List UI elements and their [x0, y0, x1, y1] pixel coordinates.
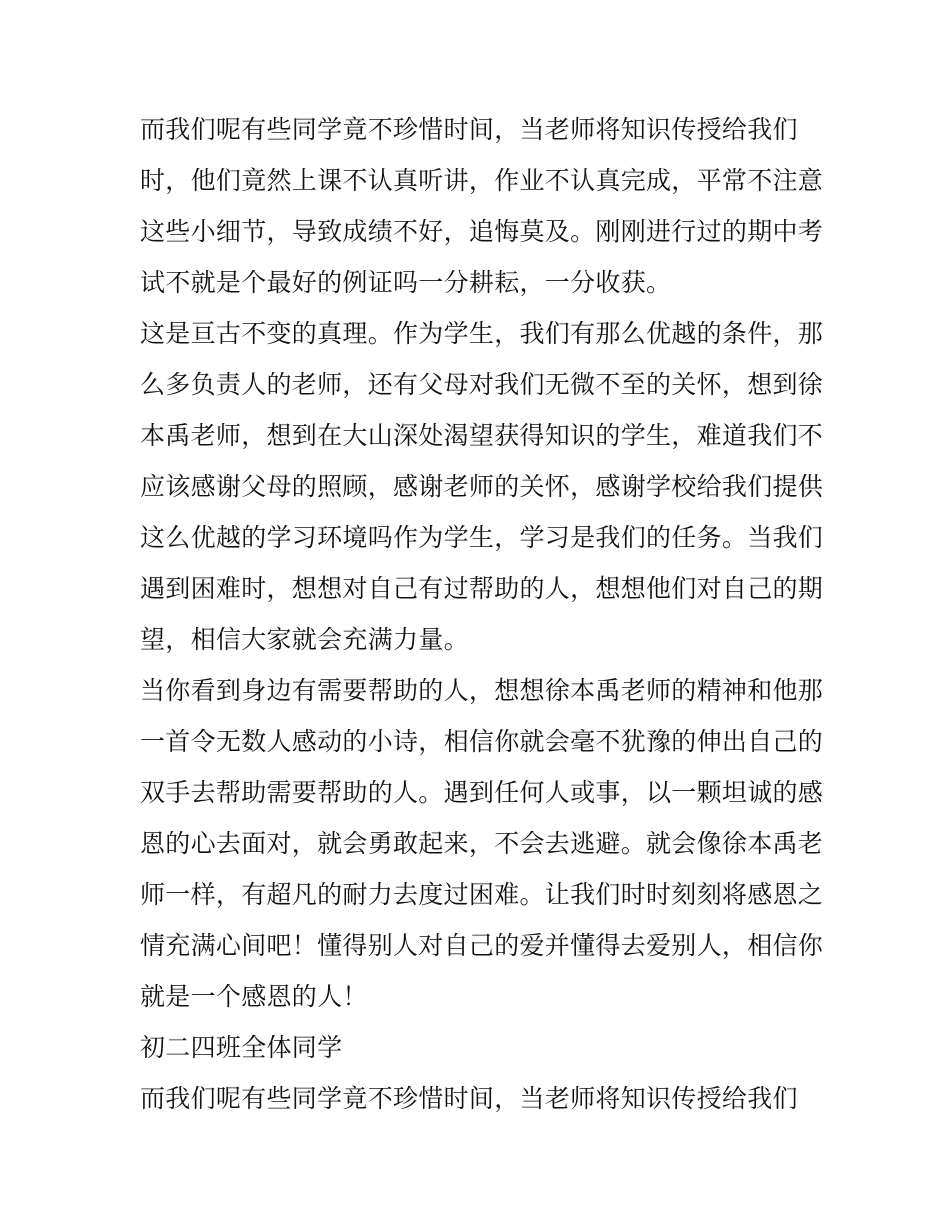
text-line: 这些小细节，导致成绩不好，追悔莫及。刚刚进行过的期中考 — [140, 217, 824, 246]
text-line: 情充满心间吧！懂得别人对自己的爱并懂得去爱别人，相信你 — [140, 931, 824, 960]
text-line: 本禹老师，想到在大山深处渴望获得知识的学生，难道我们不 — [140, 421, 824, 450]
text-line: 而我们呢有些同学竟不珍惜时间，当老师将知识传授给我们 — [140, 1084, 798, 1113]
text-line: 应该感谢父母的照顾，感谢老师的关怀，感谢学校给我们提供 — [140, 472, 824, 501]
text-line: 时，他们竟然上课不认真听讲，作业不认真完成，平常不注意 — [140, 166, 824, 195]
text-line: 这么优越的学习环境吗作为学生，学习是我们的任务。当我们 — [140, 523, 824, 552]
text-line: 师一样，有超凡的耐力去度过困难。让我们时时刻刻将感恩之 — [140, 880, 824, 909]
text-line: 试不就是个最好的例证吗一分耕耘，一分收获。 — [140, 268, 672, 297]
text-line: 望，相信大家就会充满力量。 — [140, 625, 469, 654]
text-line: 这是亘古不变的真理。作为学生，我们有那么优越的条件，那 — [140, 319, 824, 348]
text-line: 当你看到身边有需要帮助的人，想想徐本禹老师的精神和他那 — [140, 676, 824, 705]
text-line: 一首令无数人感动的小诗，相信你就会毫不犹豫的伸出自己的 — [140, 727, 824, 756]
text-line: 恩的心去面对，就会勇敢起来，不会去逃避。就会像徐本禹老 — [140, 829, 824, 858]
text-line: 双手去帮助需要帮助的人。遇到任何人或事，以一颗坦诚的感 — [140, 778, 824, 807]
text-line: 遇到困难时，想想对自己有过帮助的人，想想他们对自己的期 — [140, 574, 824, 603]
signature-line: 初二四班全体同学 — [140, 1033, 343, 1062]
text-line: 就是一个感恩的人！ — [140, 982, 368, 1011]
text-line: 么多负责人的老师，还有父母对我们无微不至的关怀，想到徐 — [140, 370, 824, 399]
text-line: 而我们呢有些同学竟不珍惜时间，当老师将知识传授给我们 — [140, 115, 798, 144]
